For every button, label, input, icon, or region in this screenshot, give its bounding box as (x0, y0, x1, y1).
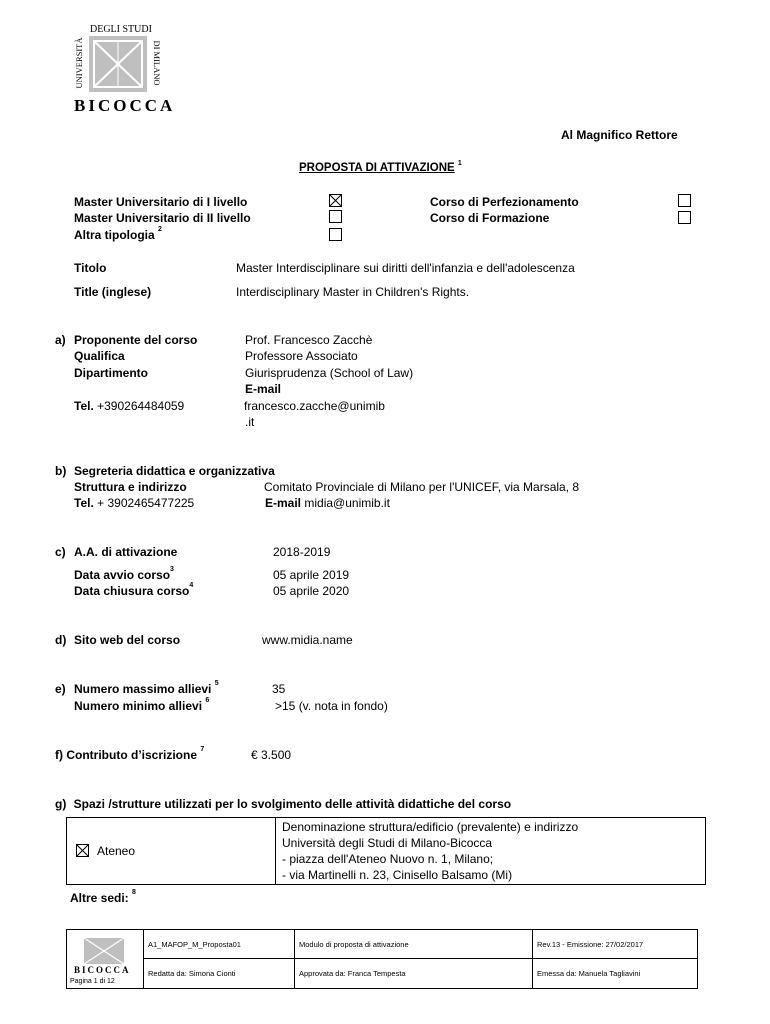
contributo-text: Contributo d’iscrizione (66, 748, 198, 762)
struttura-value: Comitato Provinciale di Milano per l'UNICEF, via Marsala, 8 (264, 480, 580, 494)
footer-emessa: Emessa da: Manuela Tagliavini (537, 969, 641, 978)
avvio-note: 3 (170, 566, 174, 573)
chiusura-note: 4 (189, 582, 194, 589)
tel-b-label: Tel. (74, 496, 94, 510)
logo-left-text: UNIVERSITÀ (74, 37, 84, 89)
titolo-value: Master Interdisciplinare sui diritti dell'infanzia e dell'adolescenza (236, 261, 575, 275)
max-allievi-note: 5 (214, 680, 219, 687)
footer-table (66, 929, 698, 989)
tel-a-value: +390264484059 (97, 399, 185, 413)
struttura-label: Struttura e indirizzo (74, 480, 187, 494)
contributo-label (55, 748, 204, 762)
sito-label: Sito web del corso (74, 633, 181, 647)
aa-value: 2018-2019 (273, 545, 331, 559)
contributo-note: 7 (200, 746, 205, 753)
struttura-line-1: Denominazione struttura/edificio (prevalente) e indirizzo (282, 820, 579, 834)
type-master2-label: Master Universitario di II livello (74, 211, 251, 225)
dipartimento-label: Dipartimento (74, 366, 149, 380)
footer-redatta: Redatta da: Simona Cionti (148, 969, 236, 978)
max-allievi-value: 35 (272, 682, 286, 696)
checkbox-cross-icon (330, 195, 341, 206)
type-formazione-checkbox[interactable] (678, 211, 691, 224)
email-b (265, 496, 390, 510)
footer-modulo: Modulo di proposta di attivazione (299, 940, 409, 949)
struttura-line-4: - via Martinelli n. 23, Cinisello Balsamo (Mi) (282, 868, 513, 882)
type-formazione-label: Corso di Formazione (430, 211, 550, 225)
section-d-letter: d) (55, 633, 67, 647)
qualifica-value: Professore Associato (245, 349, 358, 363)
titolo-label: Titolo (74, 261, 107, 275)
section-e-letter: e) (55, 682, 66, 696)
email-label-a: E-mail (245, 382, 282, 396)
type-master1-label: Master Universitario di I livello (74, 195, 248, 209)
footer-logo (70, 932, 140, 976)
footer-col-divider-3 (532, 930, 533, 988)
section-c-letter: c) (55, 545, 66, 559)
contributo-value: € 3.500 (251, 748, 292, 762)
spazi-table (66, 817, 706, 885)
tel-a-label: Tel. (74, 399, 94, 413)
proponente-value: Prof. Francesco Zacchè (245, 333, 373, 347)
avvio-text: Data avvio corso (74, 568, 171, 582)
university-logo (72, 22, 176, 118)
checkbox-cross-icon (77, 845, 88, 856)
ateneo-label: Ateneo (97, 844, 136, 858)
chiusura-label (74, 584, 193, 598)
title-en-value: Interdisciplinary Master in Children's Rights. (236, 285, 470, 299)
type-master2-checkbox[interactable] (329, 210, 342, 223)
aa-label: A.A. di attivazione (74, 545, 178, 559)
altre-sedi-text: Altre sedi: (70, 891, 129, 905)
altre-sedi-note: 8 (132, 889, 136, 896)
logo-bottom-text: BICOCCA (74, 96, 176, 115)
tel-a (74, 399, 184, 413)
doc-title (299, 162, 462, 174)
section-g-letter: g) (55, 797, 67, 811)
sito-value[interactable]: www.midia.name (262, 633, 353, 647)
email-b-label: E-mail (265, 496, 302, 510)
type-altra-note: 2 (158, 226, 162, 233)
footer-col-divider-1 (143, 930, 144, 988)
footer-pagina: Pagina 1 di 12 (70, 978, 115, 985)
logo-right-text: DI MILANO (152, 40, 162, 86)
tel-b-value: + 3902465477225 (97, 496, 195, 510)
section-a-letter: a) (55, 333, 66, 347)
footer-col-divider-2 (294, 930, 295, 988)
ateneo-checkbox[interactable] (76, 844, 89, 857)
min-allievi-label (74, 699, 209, 713)
email-a-value-1: francesco.zacche@unimib (244, 399, 385, 413)
struttura-line-3: - piazza dell'Ateneo Nuovo n. 1, Milano; (282, 852, 494, 866)
tel-b (74, 496, 194, 510)
addressee: Al Magnifico Rettore (561, 128, 678, 142)
section-b-letter: b) (55, 464, 67, 478)
section-b-title: Segreteria didattica e organizzativa (74, 464, 275, 478)
avvio-value: 05 aprile 2019 (273, 568, 350, 582)
doc-title-note: 1 (457, 160, 462, 167)
struttura-line-2: Università degli Studi di Milano-Bicocca (282, 836, 493, 850)
type-master1-checkbox[interactable] (329, 194, 342, 207)
logo-top-text: DEGLI STUDI (90, 24, 152, 35)
max-allievi-label (74, 682, 219, 696)
doc-title-text: PROPOSTA DI ATTIVAZIONE (299, 162, 455, 174)
type-altra-checkbox[interactable] (329, 228, 342, 241)
min-allievi-value: >15 (v. nota in fondo) (275, 699, 388, 713)
proponente-label: Proponente del corso (74, 333, 198, 347)
type-altra-text: Altra tipologia (74, 228, 155, 242)
max-allievi-text: Numero massimo allievi (74, 682, 212, 696)
spazi-table-divider (275, 818, 276, 884)
avvio-label (74, 568, 174, 582)
email-a-value-2: .it (245, 415, 255, 429)
footer-row-divider (143, 958, 697, 959)
chiusura-text: Data chiusura corso (74, 584, 190, 598)
email-b-value: midia@unimib.it (304, 496, 390, 510)
type-altra-label (74, 228, 162, 242)
section-g-title (55, 797, 511, 811)
dipartimento-value: Giurisprudenza (School of Law) (245, 366, 414, 380)
footer-rev: Rev.13 - Emissione: 27/02/2017 (537, 940, 644, 949)
footer-logo-text: BICOCCA (74, 965, 131, 975)
title-en-label: Title (inglese) (74, 285, 152, 299)
qualifica-label: Qualifica (74, 349, 125, 363)
type-perfez-label: Corso di Perfezionamento (430, 195, 579, 209)
min-allievi-text: Numero minimo allievi (74, 699, 203, 713)
altre-sedi-label (70, 891, 136, 905)
section-f-letter: f) (55, 748, 63, 762)
type-perfez-checkbox[interactable] (678, 194, 691, 207)
min-allievi-note: 6 (205, 697, 210, 704)
footer-approvata: Approvata da: Franca Tempesta (299, 969, 406, 978)
chiusura-value: 05 aprile 2020 (273, 584, 350, 598)
footer-code: A1_MAFOP_M_Proposta01 (148, 940, 241, 949)
section-g-text: Spazi /strutture utilizzati per lo svolgimento delle attività didattiche del corso (73, 797, 512, 811)
